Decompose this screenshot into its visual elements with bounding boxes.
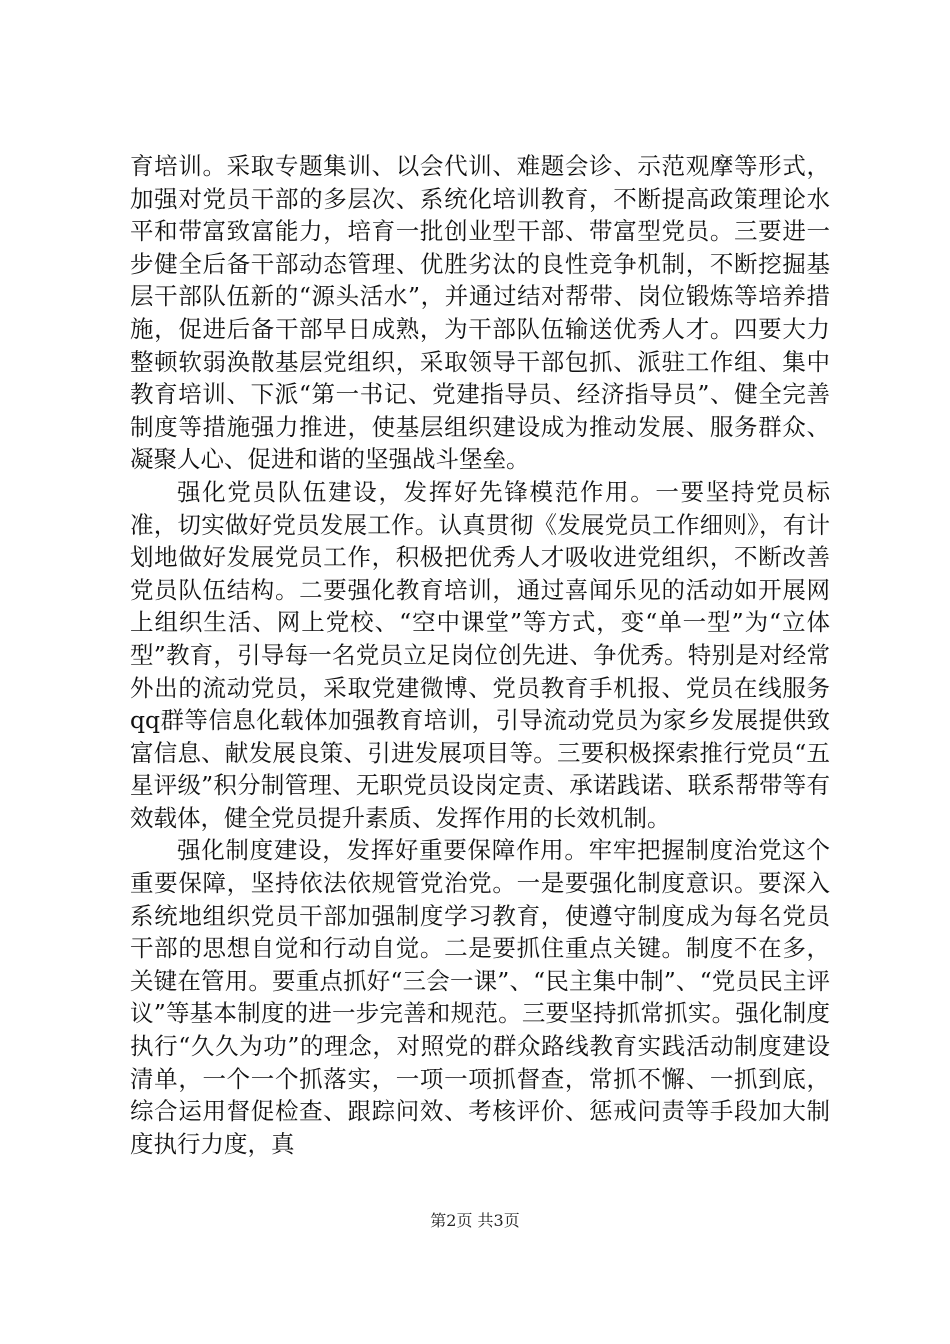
page-footer: 第2页 共3页	[430, 1211, 520, 1230]
paragraph-continuation: 育培训。采取专题集训、以会代训、难题会诊、示范观摩等形式，加强对党员干部的多层次、系统化培训教育，不断提高政策理论水平和带富致富能力，培育一批创业型干部、带富型党员。三要进一步健全后备干部动态管理、优胜劣汰的良性竞争机制，不断挖掘基层干部队伍新的“源头活水”，并通过结对帮带、岗位锻炼等培养措施，促进后备干部早日成熟，为干部队伍输送优秀人才。四要大力整顿软弱涣散基层党组织，采取领导干部包抓、派驻工作组、集中教育培训、下派“第一书记、党建指导员、经济指导员”、健全完善制度等措施强力推进，使基层组织建设成为推动发展、服务群众、凝聚人心、促进和谐的坚强战斗堡垒。	[130, 152, 830, 474]
paragraph-party-member-team: 强化党员队伍建设，发挥好先锋模范作用。一要坚持党员标准，切实做好党员发展工作。认真贯彻《发展党员工作细则》，有计划地做好发展党员工作，积极把优秀人才吸收进党组织，不断改善党员队伍结构。二要强化教育培训，通过喜闻乐见的活动如开展网上组织生活、网上党校、“空中课堂”等方式，变“单一型”为“立体型”教育，引导每一名党员立足岗位创先进、争优秀。特别是对经常外出的流动党员，采取党建微博、党员教育手机报、党员在线服务qq群等信息化载体加强教育培训，引导流动党员为家乡发展提供致富信息、献发展良策、引进发展项目等。三要积极探索推行党员“五星评级”积分制管理、无职党员设岗定责、承诺践诺、联系帮带等有效载体，健全党员提升素质、发挥作用的长效机制。	[130, 477, 830, 832]
document-body	[130, 150, 830, 1160]
paragraph-institution-building: 强化制度建设，发挥好重要保障作用。牢牢把握制度治党这个重要保障，坚持依法依规管党治党。一是要强化制度意识。要深入系统地组织党员干部加强制度学习教育，使遵守制度成为每名党员干部的思想自觉和行动自觉。二是要抓住重点关键。制度不在多，关键在管用。要重点抓好“三会一课”、“民主集中制”、“党员民主评议”等基本制度的进一步完善和规范。三要坚持抓常抓实。强化制度执行“久久为功”的理念，对照党的群众路线教育实践活动制度建设清单，一个一个抓落实，一项一项抓督查，常抓不懈、一抓到底，综合运用督促检查、跟踪问效、考核评价、惩戒问责等手段加大制度执行力度，真	[130, 836, 830, 1158]
